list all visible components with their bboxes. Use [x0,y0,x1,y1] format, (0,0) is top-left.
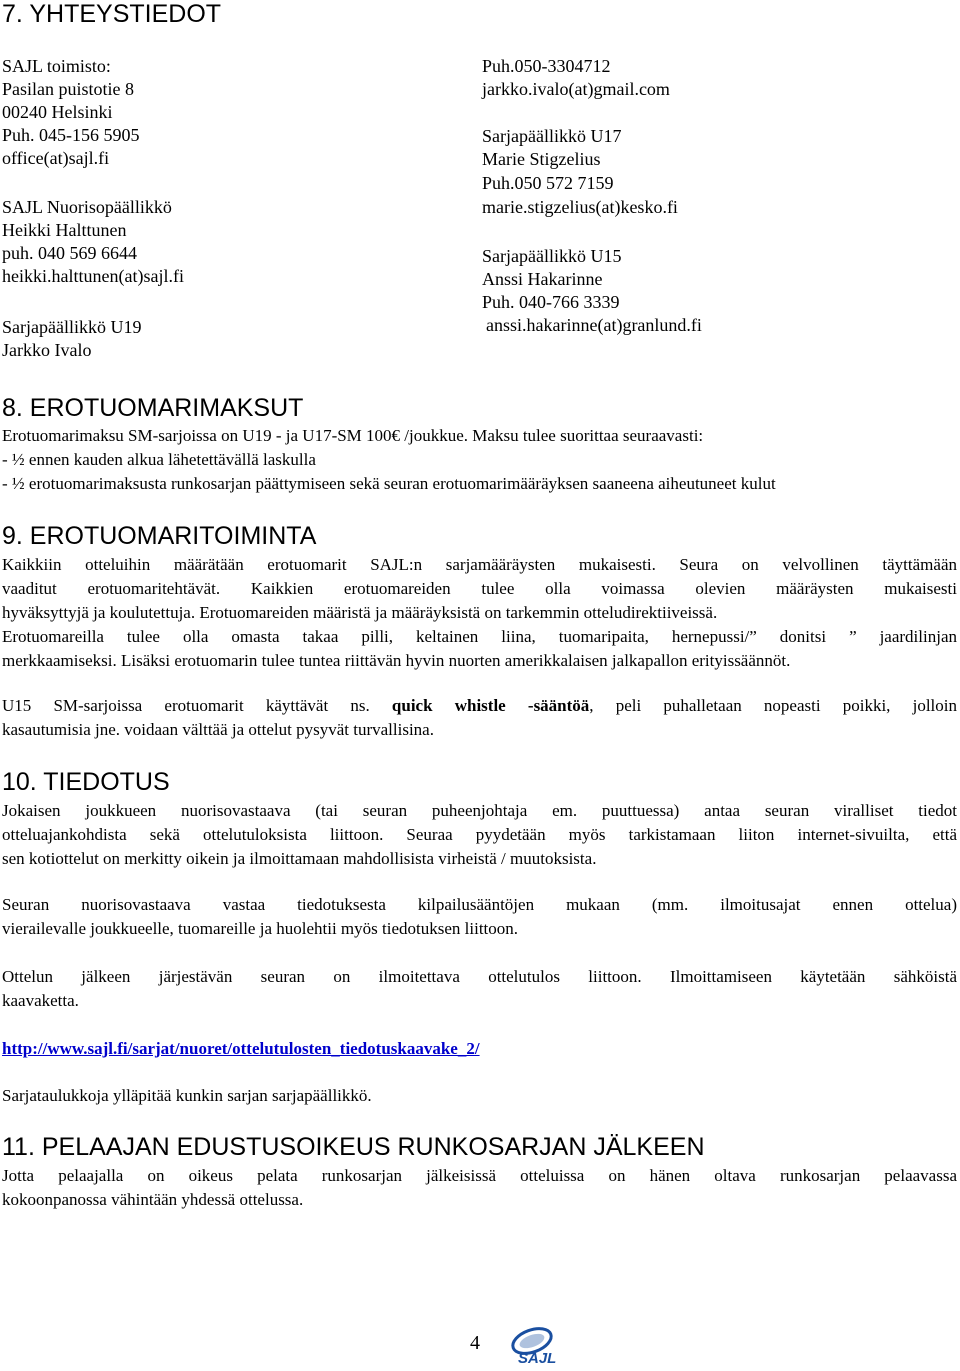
u19-chief-title: Sarjapäällikkö U19 [2,317,142,337]
section-11-heading: 11. PELAAJAN EDUSTUSOIKEUS RUNKOSARJAN JÄLKEEN [2,1133,705,1161]
office-label: SAJL toimisto: [2,56,111,76]
paragraph-line: Jotta pelaajalla on oikeus pelata runkosarjan jälkeisissä otteluissa on hänen oltava runkosarjan pelaavassa [2,1166,957,1185]
u17-chief-email: marie.stigzelius(at)kesko.fi [482,197,678,217]
paragraph-line: kaavaketta. [2,991,79,1010]
paragraph-line: kasautumisia jne. voidaan välttää ja ottelut pysyvät turvallisina. [2,720,434,739]
paragraph-line: otteluajankohdista sekä ottelutuloksista liittoon. Seuraa pyydetään myös tarkistamaan liiton internet-sivuilta, että [2,825,957,844]
paragraph-line: Erotuomareilla tulee olla omasta takaa pilli, keltainen liina, tuomaripaita, hernepussi/” donitsi ” jaardilinjan [2,627,957,646]
paragraph-line: vierailevalle joukkueelle, tuomareille ja huolehtii myös tiedotuksen liittoon. [2,919,519,938]
u19-chief-name: Jarkko Ivalo [2,340,92,360]
paragraph-line: Seuran nuorisovastaava vastaa tiedotuksesta kilpailusääntöjen mukaan (mm. ilmoitusajat ennen ottelua) [2,895,957,914]
standings-note: Sarjataulukkoja ylläpitää kunkin sarjan sarjapäällikkö. [2,1086,372,1105]
referee-fee-item-1: - ½ ennen kauden alkua lähetettävällä laskulla [2,450,316,469]
office-email: office(at)sajl.fi [2,148,110,168]
result-form-link[interactable]: http://www.sajl.fi/sarjat/nuoret/ottelutulosten_tiedotuskaavake_2/ [2,1039,480,1058]
paragraph-line: vaaditut erotuomaritehtävät. Kaikkien erotuomareiden tulee olla voimassa olevien määräysten mukaisesti [2,579,957,598]
u19-chief-email: jarkko.ivalo(at)gmail.com [482,79,670,99]
paragraph-line: sen kotiottelut on merkitty oikein ja ilmoittamaan mahdollisista virheistä / muutoksista. [2,849,597,868]
section-9-heading: 9. EROTUOMARITOIMINTA [2,522,317,550]
youth-chief-title: SAJL Nuorisopäällikkö [2,197,172,217]
quick-whistle-rule: quick whistle -sääntöä [391,696,590,715]
u15-chief-phone: Puh. 040-766 3339 [482,292,620,312]
u15-chief-email: anssi.hakarinne(at)granlund.fi [486,315,702,335]
u17-chief-name: Marie Stigzelius [482,149,601,169]
section-7-heading: 7. YHTEYSTIEDOT [2,0,222,28]
referee-fee-text: Erotuomarimaksu SM-sarjoissa on U19 - ja U17-SM 100€ /joukkue. Maksu tulee suorittaa seuraavasti: [2,426,704,445]
section-10-heading: 10. TIEDOTUS [2,768,170,796]
sajl-logo-icon [508,1326,578,1366]
office-phone: Puh. 045-156 5905 [2,125,140,145]
u15-chief-title: Sarjapäällikkö U15 [482,246,622,266]
quick-whistle-rest: , peli puhalletaan nopeasti poikki, jolloin [589,696,958,715]
paragraph-line [2,694,957,718]
sajl-logo [508,1326,578,1366]
office-city: 00240 Helsinki [2,102,113,122]
youth-chief-phone: puh. 040 569 6644 [2,243,137,263]
paragraph-line: hyväksyttyjä ja koulutettuja. Erotuomareiden määristä ja määräyksistä on tarkemmin otteludirektiiveissä. [2,603,718,622]
u15-chief-name: Anssi Hakarinne [482,269,603,289]
office-street: Pasilan puistotie 8 [2,79,134,99]
u17-chief-phone: Puh.050 572 7159 [482,173,614,193]
paragraph-line: Kaikkiin otteluihin määrätään erotuomarit SAJL:n sarjamääräysten mukaisesti. Seura on velvollinen täyttämään [2,555,957,574]
svg-text:SAJL: SAJL [518,1350,557,1366]
youth-chief-name: Heikki Halttunen [2,220,127,240]
section-8-heading: 8. EROTUOMARIMAKSUT [2,394,304,422]
referee-fee-item-2: - ½ erotuomarimaksusta runkosarjan päättymiseen sekä seuran erotuomarimääräyksen saaneena aiheutuneet kulut [2,474,776,493]
paragraph-line: kokoonpanossa vähintään yhdessä ottelussa. [2,1190,304,1209]
u19-chief-phone: Puh.050-3304712 [482,56,611,76]
paragraph-line: merkkaamiseksi. Lisäksi erotuomarin tulee tuntea riittävän hyvin nuorten amerikkalaisen jalkapallon erityissäännöt. [2,651,791,670]
page-number: 4 [470,1332,480,1354]
u17-chief-title: Sarjapäällikkö U17 [482,126,622,146]
paragraph-line: Ottelun jälkeen järjestävän seuran on ilmoitettava ottelutulos liittoon. Ilmoittamiseen käytetään sähköistä [2,967,957,986]
youth-chief-email: heikki.halttunen(at)sajl.fi [2,266,184,286]
paragraph-line: Jokaisen joukkueen nuorisovastaava (tai seuran puheenjohtaja em. puuttuessa) antaa seuran viralliset tiedot [2,801,957,820]
quick-whistle-intro: U15 SM-sarjoissa erotuomarit käyttävät ns. [2,696,370,715]
